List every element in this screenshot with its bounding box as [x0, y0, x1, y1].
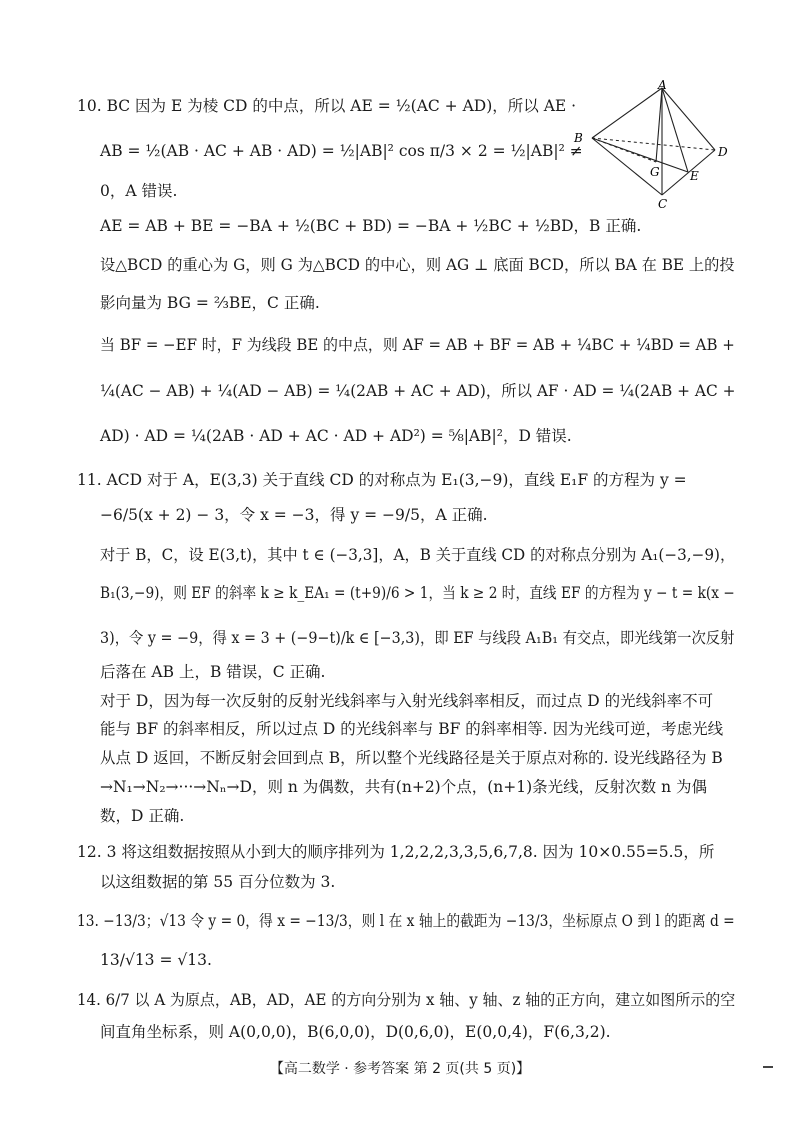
- q13-line-1: 13. −13/3；√13 令 y = 0，得 x = −13/3，则 l 在 x 轴上的截距为 −13/3，坐标原点 O 到 l 的距离 d =: [77, 912, 735, 930]
- q11-line-10: →N₁→N₂→···→Nₙ→D，则 n 为偶数，共有(n+2)个点，(n+1)条光线，反射次数 n 为偶: [100, 778, 707, 796]
- q11-line-9: 从点 D 返回，不断反射会回到点 B，所以整个光线路径是关于原点对称的. 设光线路径为 B: [100, 749, 723, 767]
- q11-line-6: 后落在 AB 上，B 错误，C 正确.: [100, 663, 326, 681]
- q10-line-6: 影向量为 BG = ⅔BE，C 正确.: [100, 294, 320, 312]
- q10-line-5: 设△BCD 的重心为 G，则 G 为△BCD 的中心，则 AG ⊥ 底面 BCD，所以 BA 在 BE 上的投: [100, 256, 735, 274]
- vertex-label-a: A: [658, 80, 667, 92]
- q11-line-2: −6/5(x + 2) − 3，令 x = −3，得 y = −9/5，A 正确.: [100, 506, 488, 524]
- q10-line-2: AB = ½(AB · AC + AB · AD) = ½|AB|² cos π/3 × 2 = ½|AB|² ≠: [100, 142, 583, 160]
- vertex-label-b: B: [574, 131, 583, 145]
- q11-line-1: 11. ACD 对于 A，E(3,3) 关于直线 CD 的对称点为 E₁(3,−9)，直线 E₁F 的方程为 y =: [77, 471, 687, 489]
- q10-line-9: AD) · AD = ¼(2AB · AD + AC · AD + AD²) = ⅝|AB|²，D 错误.: [100, 427, 572, 445]
- q11-line-4: B₁(3,−9)，则 EF 的斜率 k ≥ k_EA₁ = (t+9)/6 > 1，当 k ≥ 2 时，直线 EF 的方程为 y − t = k(x −: [100, 584, 735, 602]
- q12-line-2: 以这组数据的第 55 百分位数为 3.: [100, 873, 336, 891]
- q11-line-8: 能与 BF 的斜率相反，所以过点 D 的光线斜率与 BF 的斜率相等. 因为光线可逆，考虑光线: [100, 720, 724, 738]
- q10-line-4: AE = AB + BE = −BA + ½(BC + BD) = −BA + ½BC + ½BD，B 正确.: [100, 217, 642, 235]
- tetrahedron-figure: [570, 80, 740, 210]
- q10-line-1: 10. BC 因为 E 为棱 CD 的中点，所以 AE = ½(AC + AD)，所以 AE ·: [77, 97, 577, 115]
- corner-mark: [763, 1066, 773, 1068]
- q12-line-1: 12. 3 将这组数据按照从小到大的顺序排列为 1,2,2,2,3,3,5,6,7,8. 因为 10×0.55=5.5，所: [77, 843, 715, 861]
- vertex-label-c: C: [658, 197, 668, 210]
- q14-line-1: 14. 6/7 以 A 为原点，AB，AD，AE 的方向分别为 x 轴、y 轴、z 轴的正方向，建立如图所示的空: [77, 991, 736, 1009]
- q11-line-3: 对于 B，C，设 E(3,t)，其中 t ∈ (−3,3]，A，B 关于直线 CD 的对称点分别为 A₁(−3,−9)，: [100, 546, 736, 564]
- q11-line-5: 3)，令 y = −9，得 x = 3 + (−9−t)/k ∈ [−3,3)，即 EF 与线段 A₁B₁ 有交点，即光线第一次反射: [100, 629, 735, 647]
- q10-line-7: 当 BF = −EF 时，F 为线段 BE 的中点，则 AF = AB + BF = AB + ¼BC + ¼BD = AB +: [100, 336, 735, 354]
- vertex-label-d: D: [718, 145, 728, 159]
- q10-line-3: 0，A 错误.: [100, 182, 178, 200]
- q14-line-2: 间直角坐标系，则 A(0,0,0)，B(6,0,0)，D(0,6,0)，E(0,0,4)，F(6,3,2).: [100, 1023, 611, 1041]
- page-footer: 【高二数学 · 参考答案 第 2 页(共 5 页)】: [269, 1061, 531, 1077]
- q11-line-11: 数，D 正确.: [100, 807, 185, 825]
- q11-line-7: 对于 D，因为每一次反射的反射光线斜率与入射光线斜率相反，而过点 D 的光线斜率不可: [100, 692, 714, 710]
- q13-line-2: 13/√13 = √13.: [100, 951, 212, 969]
- point-label-e: E: [690, 169, 699, 183]
- q10-line-8: ¼(AC − AB) + ¼(AD − AB) = ¼(2AB + AC + AD)，所以 AF · AD = ¼(2AB + AC +: [100, 382, 736, 400]
- point-label-g: G: [650, 165, 660, 179]
